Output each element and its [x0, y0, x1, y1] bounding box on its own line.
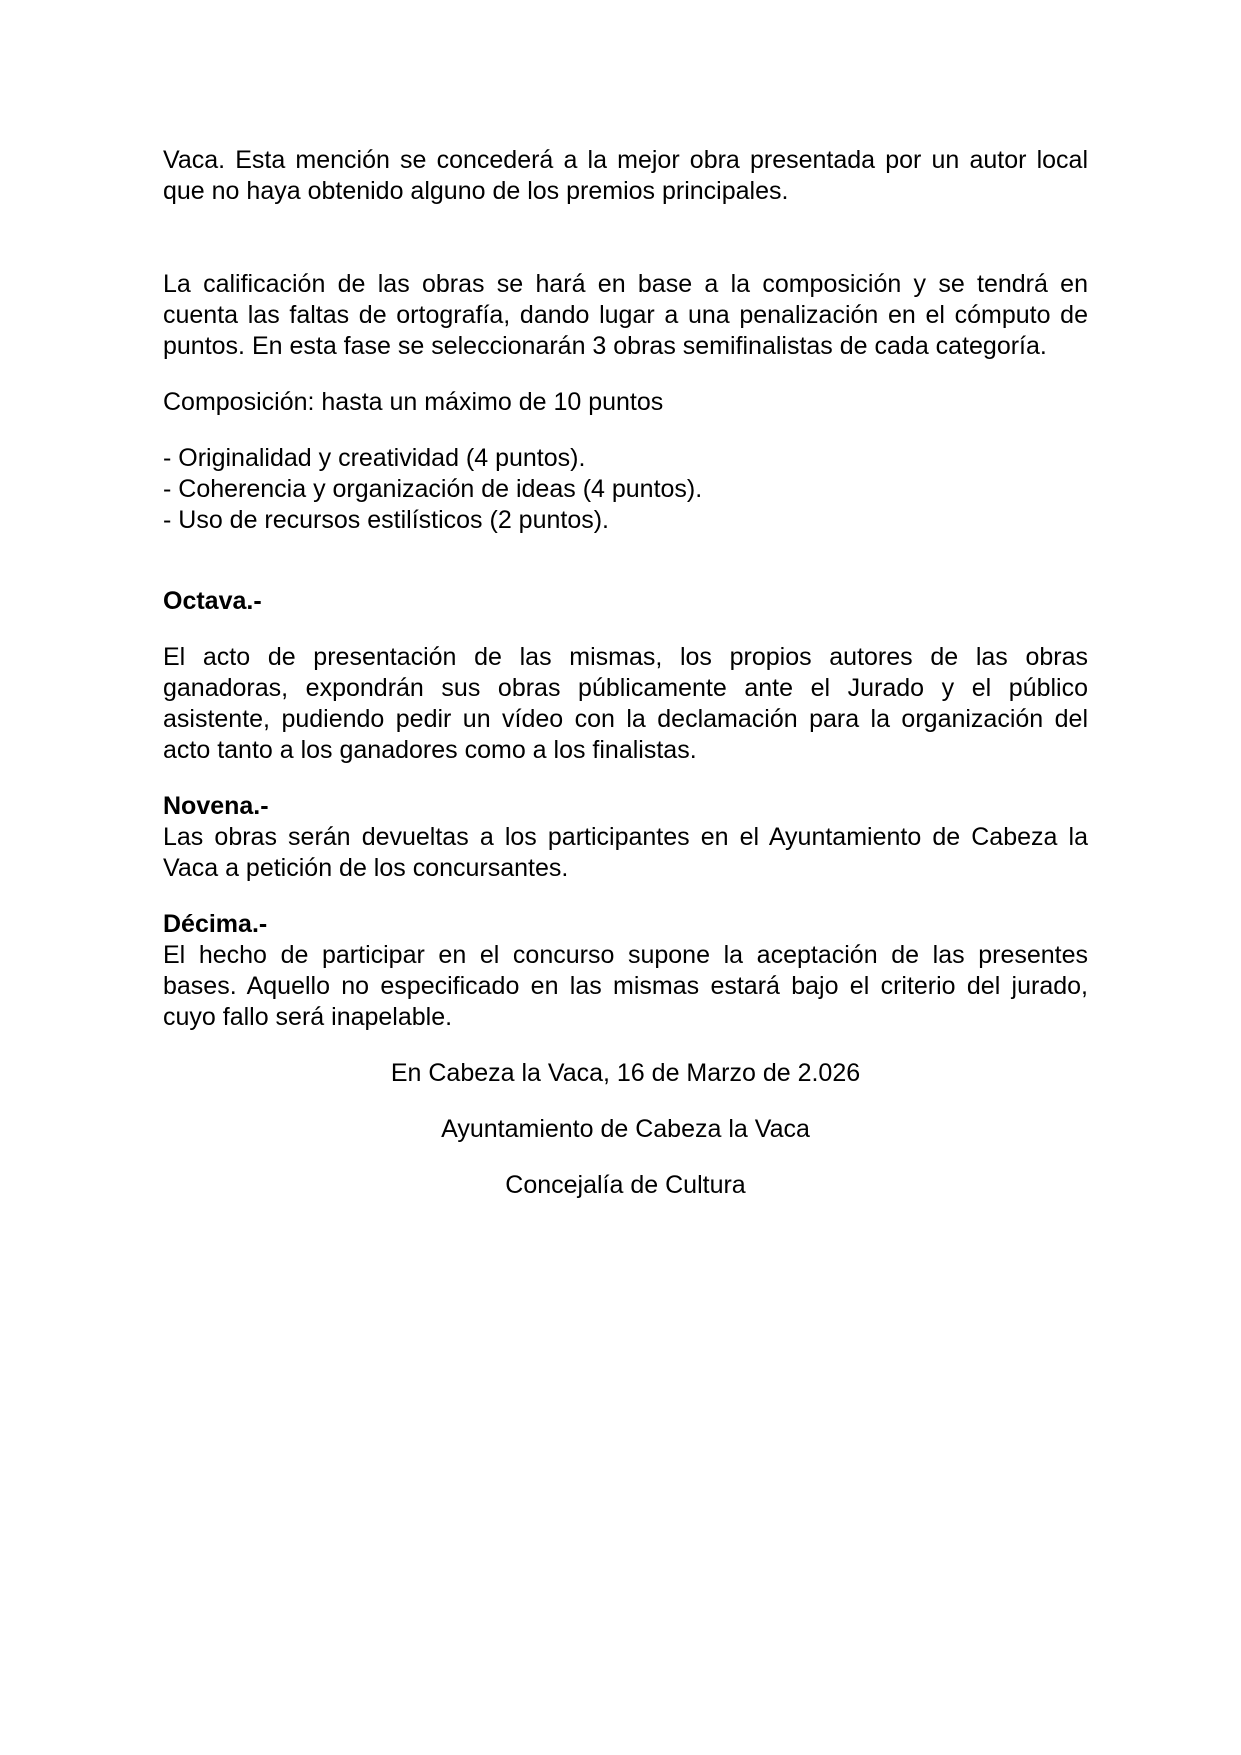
- composition-line: Composición: hasta un máximo de 10 puntos: [163, 388, 664, 416]
- criteria-list: [163, 443, 1088, 536]
- criterion-coherence: - Coherencia y organización de ideas (4 puntos).: [163, 475, 703, 503]
- section-heading-decima: Décima.-: [163, 910, 268, 938]
- section-heading-novena: Novena.-: [163, 792, 269, 820]
- closing-place-date: En Cabeza la Vaca, 16 de Marzo de 2.026: [390, 1059, 861, 1087]
- section-body-octava: El acto de presentación de las mismas, los propios autores de las obras ganadoras, expondrán sus obras públicamente ante el Jurado y el público asistente, pudiendo pedir un vídeo con la declamación para la organización del acto tanto a los ganadores como a los finalistas.: [163, 643, 1088, 764]
- criterion-style: - Uso de recursos estilísticos (2 puntos).: [163, 506, 609, 534]
- section-body-novena: Las obras serán devueltas a los participantes en el Ayuntamiento de Cabeza la Vaca a petición de los concursantes.: [163, 823, 1088, 882]
- criterion-originality: - Originalidad y creatividad (4 puntos).: [163, 444, 586, 472]
- closing-department: Concejalía de Cultura: [505, 1171, 746, 1199]
- section-body-decima: El hecho de participar en el concurso supone la aceptación de las presentes bases. Aquello no especificado en las mismas estará bajo el criterio del jurado, cuyo fallo será inapelable.: [163, 941, 1088, 1031]
- section-heading-octava: Octava.-: [163, 587, 262, 615]
- closing-organization: Ayuntamiento de Cabeza la Vaca: [441, 1115, 810, 1143]
- grading-paragraph: La calificación de las obras se hará en base a la composición y se tendrá en cuenta las faltas de ortografía, dando lugar a una penalización en el cómputo de puntos. En esta fase se seleccionarán 3 obras semifinalistas de cada categoría.: [163, 270, 1088, 360]
- intro-paragraph: Vaca. Esta mención se concederá a la mejor obra presentada por un autor local que no haya obtenido alguno de los premios principales.: [163, 146, 1088, 205]
- document-page: [163, 145, 1088, 1201]
